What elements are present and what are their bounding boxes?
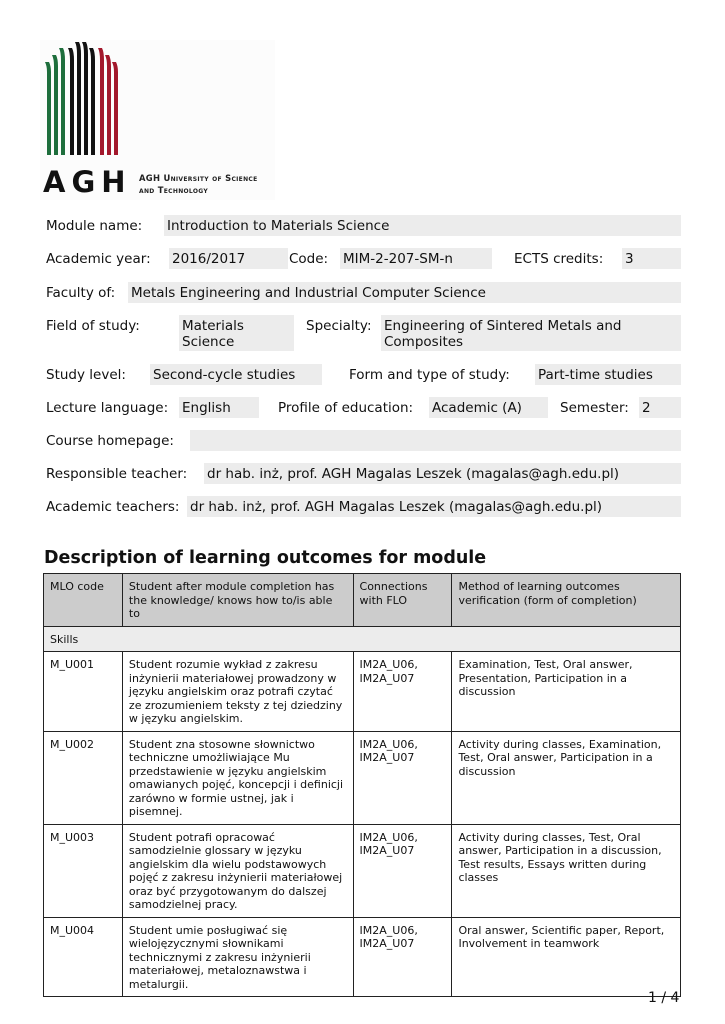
specialty-line-1: Engineering of Sintered Metals and	[384, 318, 622, 334]
table-row	[44, 652, 681, 732]
row-description: Student potrafi opracować samodzielnie glossary w języku angielskim dla wielu podstawowych pojęć z zakresu inżynierii materiałowej oraz być przygotowanym do dalszej samodzielnej pracy.	[122, 824, 353, 917]
field-of-study-line-2: Science	[182, 334, 235, 350]
row-code: M_U002	[44, 731, 123, 824]
page-number: 1 / 4	[648, 990, 680, 1006]
module-name-value: Introduction to Materials Science	[164, 215, 681, 236]
module-name-label: Module name:	[46, 218, 143, 234]
ects-label: ECTS credits:	[514, 251, 604, 267]
course-homepage-label: Course homepage:	[46, 433, 174, 449]
specialty-line-2: Composites	[384, 334, 464, 350]
code-label: Code:	[289, 251, 329, 267]
agh-letters: AGH	[43, 165, 132, 199]
responsible-teacher-value: dr hab. inż, prof. AGH Magalas Leszek (magalas@agh.edu.pl)	[204, 463, 681, 484]
section-skills: Skills	[44, 626, 681, 652]
row-description: Student zna stosowne słownictwo techniczne umożliwiające Mu przedstawienie w języku angielskim omawianych pojęć, koncepcji i definicji zarówno w formie ustnej, jak i pisemnej.	[122, 731, 353, 824]
table-row	[44, 917, 681, 997]
responsible-teacher-label: Responsible teacher:	[46, 466, 188, 482]
field-of-study-label: Field of study:	[46, 318, 140, 334]
header-student: Student after module completion has the knowledge/ knows how to/is able to	[122, 574, 353, 627]
university-line-1: AGH University of Science	[139, 173, 258, 183]
field-of-study-value	[179, 315, 294, 351]
row-description: Student rozumie wykład z zakresu inżynierii materiałowej prowadzony w języku angielskim oraz potrafi czytać ze zrozumieniem teksty z tej dziedziny w języku angielskim.	[122, 652, 353, 732]
header-mlo-code: MLO code	[44, 574, 123, 627]
academic-year-label: Academic year:	[46, 251, 151, 267]
table-header-row	[44, 574, 681, 627]
profile-label: Profile of education:	[278, 400, 414, 416]
semester-label: Semester:	[560, 400, 629, 416]
semester-value: 2	[639, 397, 681, 418]
agh-logo-bars-icon	[40, 40, 140, 160]
academic-teachers-label: Academic teachers:	[46, 499, 180, 515]
row-method: Examination, Test, Oral answer, Presentation, Participation in a discussion	[452, 652, 681, 732]
course-homepage-value[interactable]	[190, 430, 681, 451]
code-value: MIM-2-207-SM-n	[340, 248, 492, 269]
row-code: M_U003	[44, 824, 123, 917]
form-of-study-label: Form and type of study:	[349, 367, 510, 383]
field-of-study-line-1: Materials	[182, 318, 244, 334]
study-level-value: Second-cycle studies	[150, 364, 322, 385]
academic-year-value: 2016/2017	[169, 248, 288, 269]
row-method: Activity during classes, Examination, Test, Oral answer, Participation in a discussion	[452, 731, 681, 824]
row-flo: IM2A_U06, IM2A_U07	[353, 824, 452, 917]
header-flo: Connections with FLO	[353, 574, 452, 627]
table-row	[44, 731, 681, 824]
row-flo: IM2A_U06, IM2A_U07	[353, 917, 452, 997]
row-description: Student umie posługiwać się wielojęzycznymi słownikami technicznymi z zakresu inżynierii materiałowej, metaloznawstwa i metalurgii.	[122, 917, 353, 997]
table-row	[44, 824, 681, 917]
form-of-study-value: Part-time studies	[535, 364, 681, 385]
specialty-value	[381, 315, 681, 351]
section-row	[44, 626, 681, 652]
row-code: M_U004	[44, 917, 123, 997]
learning-outcomes-table	[43, 573, 681, 997]
university-name	[139, 172, 258, 196]
specialty-label: Specialty:	[306, 318, 372, 334]
profile-value: Academic (A)	[429, 397, 548, 418]
row-flo: IM2A_U06, IM2A_U07	[353, 652, 452, 732]
row-method: Activity during classes, Test, Oral answer, Participation in a discussion, Test results, Essays written during classes	[452, 824, 681, 917]
ects-value: 3	[622, 248, 681, 269]
header-method: Method of learning outcomes verification (form of completion)	[452, 574, 681, 627]
university-line-2: and Technology	[139, 185, 208, 195]
lecture-language-value: English	[179, 397, 259, 418]
study-level-label: Study level:	[46, 367, 126, 383]
row-method: Oral answer, Scientific paper, Report, Involvement in teamwork	[452, 917, 681, 997]
faculty-label: Faculty of:	[46, 285, 116, 301]
learning-outcomes-title: Description of learning outcomes for module	[44, 548, 487, 568]
row-code: M_U001	[44, 652, 123, 732]
lecture-language-label: Lecture language:	[46, 400, 169, 416]
agh-logo	[40, 40, 275, 200]
row-flo: IM2A_U06, IM2A_U07	[353, 731, 452, 824]
academic-teachers-value: dr hab. inż, prof. AGH Magalas Leszek (magalas@agh.edu.pl)	[187, 496, 681, 517]
faculty-value: Metals Engineering and Industrial Computer Science	[128, 282, 681, 303]
